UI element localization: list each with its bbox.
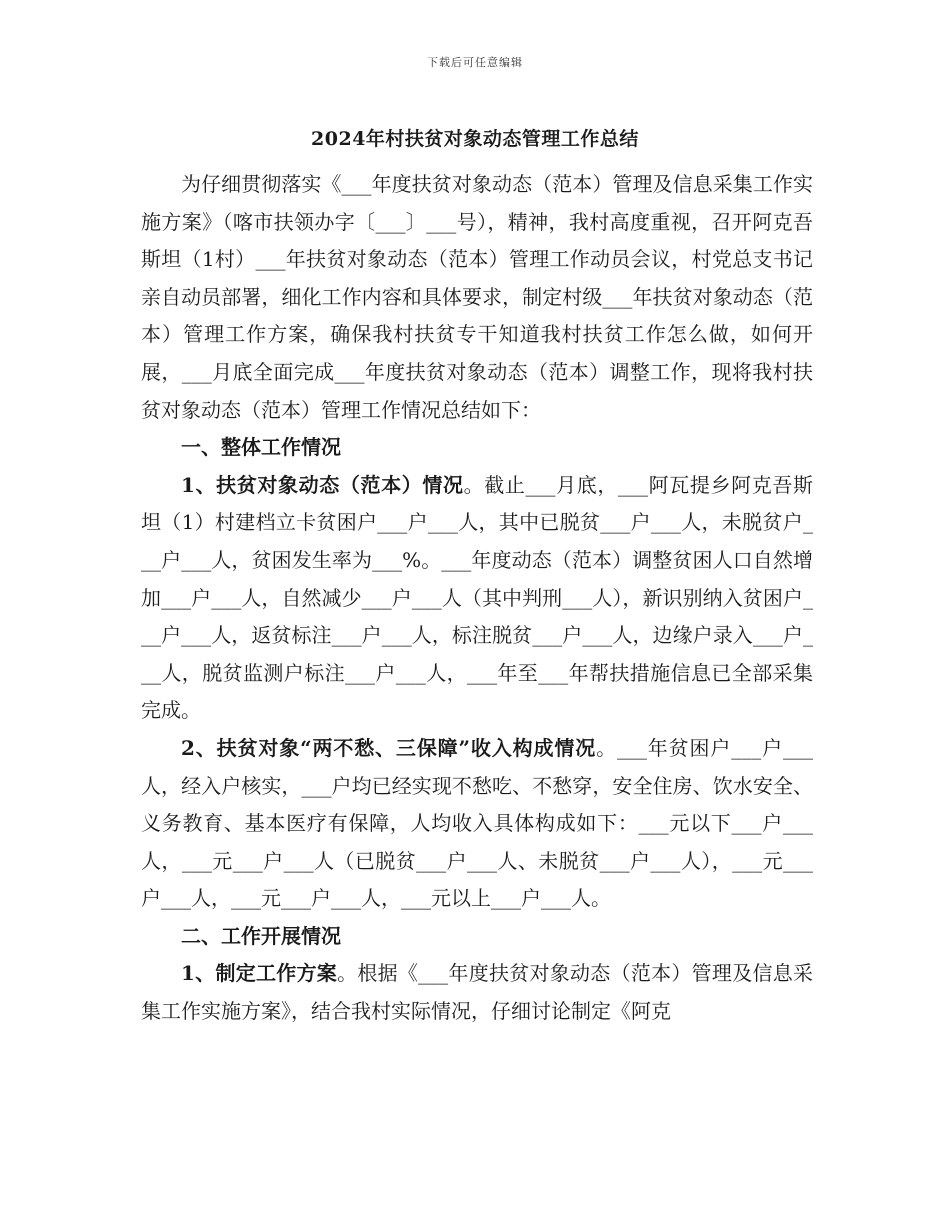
- paragraph-poverty-status: [141, 467, 813, 730]
- section-heading-overall: [141, 429, 813, 467]
- section-heading-text: 二、工作开展情况: [181, 923, 341, 948]
- section-heading-work: [141, 918, 813, 956]
- paragraph-text: 。截止___月底，___阿瓦提乡阿克吾斯坦（1）村建档立卡贫困户___户___人，其中已脱贫___户___人，未脱贫户___户___人，贫困发生率为___%。___年度动态（范本）调整贫困人口自然增加___户___人，自然减少___户___人（其中判刑___人），新识别纳入贫困户___户___人，返贫标注___户___人，标注脱贫___户___人，边缘户录入___户___人，脱贫监测户标注___户___人，___年至___年帮扶措施信息已全部采集完成。: [141, 472, 814, 723]
- paragraph-text: 。___年贫困户___户___人，经入户核实，___户均已经实现不愁吃、不愁穿，安全住房、饮水安全、义务教育、基本医疗有保障，人均收入具体构成如下：___元以下___户___人，___元___户___人（已脱贫___户___人、未脱贫___户___人），___元___户___人，___元___户___人，___元以上___户___人。: [141, 735, 813, 911]
- section-heading-text: 一、整体工作情况: [181, 435, 341, 460]
- paragraph-text: 。根据《___年度扶贫对象动态（范本）管理及信息采集工作实施方案》，结合我村实际情况，仔细讨论制定《阿克: [141, 961, 814, 1024]
- document-title: 2024年村扶贫对象动态管理工作总结: [311, 128, 639, 150]
- document-body: [141, 166, 813, 1031]
- paragraph-lead: 1、制定工作方案: [181, 961, 338, 986]
- paragraph-work-plan: [141, 955, 813, 1030]
- paragraph-lead: 2、扶贫对象“两不愁、三保障”收入构成情况: [181, 735, 597, 760]
- paragraph-income-structure: [141, 730, 813, 918]
- paragraph-text: 为仔细贯彻落实《___年度扶贫对象动态（范本）管理及信息采集工作实施方案》（喀市扶领办字〔___〕___号），精神，我村高度重视，召开阿克吾斯坦（1村）___年扶贫对象动态（范本）管理工作动员会议，村党总支书记亲自动员部署，细化工作内容和具体要求，制定村级___年扶贫对象动态（范本）管理工作方案，确保我村扶贫专干知道我村扶贫工作怎么做，如何开展，___月底全面完成___年度扶贫对象动态（范本）调整工作，现将我村扶贫对象动态（范本）管理工作情况总结如下：: [141, 172, 813, 422]
- intro-paragraph: [141, 166, 813, 429]
- paragraph-lead: 1、扶贫对象动态（范本）情况: [181, 472, 464, 497]
- header-note: 下载后可任意编辑: [427, 56, 523, 69]
